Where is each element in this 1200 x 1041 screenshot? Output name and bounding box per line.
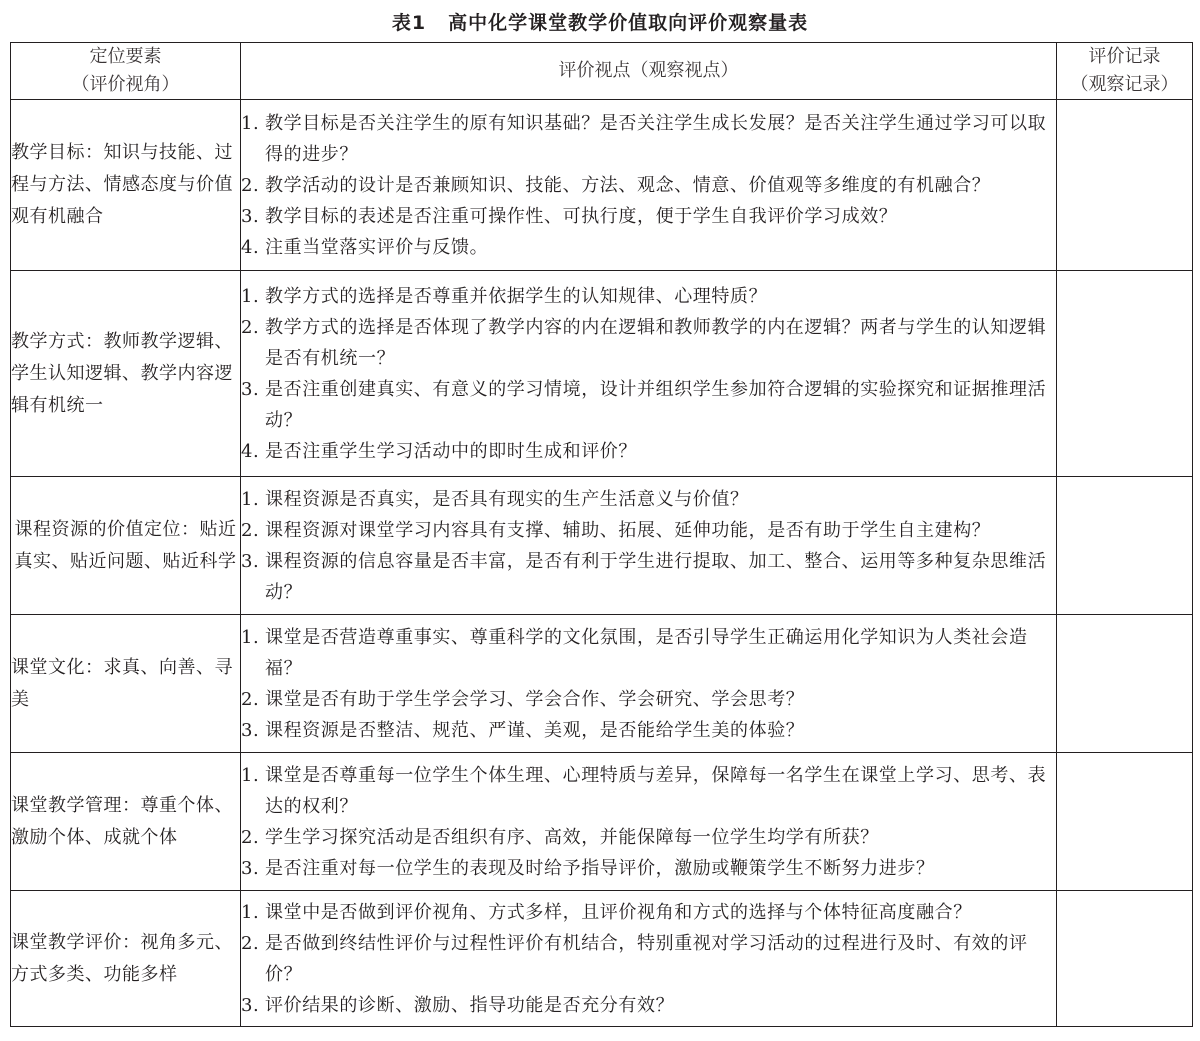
record-cell[interactable] [1057,615,1193,753]
list-item [241,374,1056,436]
item-number: 3. [241,994,260,1016]
item-text: 课程资源是否整洁、规范、严谨、美观，是否能给学生美的体验？ [265,719,805,741]
header-record-cell [1057,43,1193,100]
list-item [241,928,1056,990]
list-item [241,684,1056,715]
list-item [241,108,1056,170]
item-number: 1. [241,626,260,648]
element-cell: 课堂文化：求真、向善、寻美 [11,615,241,753]
item-number: 1. [241,764,260,786]
list-item [241,201,1056,232]
item-number: 2. [241,519,260,541]
item-text: 是否注重创建真实、有意义的学习情境，设计并组织学生参加符合逻辑的实验探究和证据推理活动？ [265,378,1047,431]
viewpoint-list [241,484,1056,608]
list-item [241,715,1056,746]
record-cell[interactable] [1057,477,1193,615]
item-text: 教学目标是否关注学生的原有知识基础？是否关注学生成长发展？是否关注学生通过学习可以取得的进步？ [265,112,1047,165]
item-text: 教学方式的选择是否体现了教学内容的内在逻辑和教师教学的内在逻辑？两者与学生的认知逻辑是否有机统一？ [265,316,1047,369]
table-row [11,477,1193,615]
list-item [241,515,1056,546]
list-item [241,622,1056,684]
item-text: 学生学习探究活动是否组织有序、高效，并能保障每一位学生均学有所获？ [265,826,879,848]
record-cell[interactable] [1057,891,1193,1027]
table-title [0,10,1200,36]
record-cell[interactable] [1057,271,1193,477]
item-text: 课程资源是否真实，是否具有现实的生产生活意义与价值？ [265,488,749,510]
table-row [11,753,1193,891]
item-number: 2. [241,932,260,954]
header-record-label: 评价记录 [1088,46,1161,67]
viewpoint-list [241,760,1056,884]
item-number: 2. [241,826,260,848]
record-cell[interactable] [1057,100,1193,271]
list-item [241,281,1056,312]
viewpoint-cell [241,477,1057,615]
list-item [241,546,1056,608]
element-cell: 课堂教学管理：尊重个体、激励个体、成就个体 [11,753,241,891]
list-item [241,170,1056,201]
item-text: 是否做到终结性评价与过程性评价有机结合，特别重视对学习活动的过程进行及时、有效的评价？ [265,932,1028,985]
item-number: 4. [241,440,260,462]
header-record-sublabel: （观察记录） [1070,74,1179,95]
element-cell: 课程资源的价值定位：贴近真实、贴近问题、贴近科学 [11,477,241,615]
item-text: 注重当堂落实评价与反馈。 [265,236,489,258]
header-element-cell [11,43,241,100]
record-cell[interactable] [1057,753,1193,891]
item-number: 4. [241,236,260,258]
table-row [11,271,1193,477]
item-text: 是否注重学生学习活动中的即时生成和评价？ [265,440,637,462]
item-number: 3. [241,857,260,879]
viewpoint-cell [241,271,1057,477]
table-header-row [11,43,1193,100]
item-text: 教学目标的表述是否注重可操作性、可执行度，便于学生自我评价学习成效？ [265,205,898,227]
item-number: 1. [241,488,260,510]
item-number: 2. [241,316,260,338]
item-text: 课堂是否尊重每一位学生个体生理、心理特质与差异，保障每一名学生在课堂上学习、思考、表达的权利？ [265,764,1047,817]
list-item [241,897,1056,928]
item-number: 3. [241,719,260,741]
viewpoint-cell [241,615,1057,753]
item-text: 课堂是否有助于学生学会学习、学会合作、学会研究、学会思考？ [265,688,805,710]
item-text: 课程资源的信息容量是否丰富，是否有利于学生进行提取、加工、整合、运用等多种复杂思维活动？ [265,550,1047,603]
item-number: 2. [241,174,260,196]
item-number: 3. [241,205,260,227]
table-number: 表1 [391,12,427,34]
list-item [241,436,1056,467]
evaluation-table [10,42,1193,1027]
item-text: 课堂中是否做到评价视角、方式多样，且评价视角和方式的选择与个体特征高度融合？ [265,901,972,923]
viewpoint-cell [241,891,1057,1027]
viewpoint-list [241,622,1056,746]
item-number: 1. [241,285,260,307]
list-item [241,232,1056,263]
item-text: 是否注重对每一位学生的表现及时给予指导评价，激励或鞭策学生不断努力进步？ [265,857,935,879]
table-row [11,891,1193,1027]
header-element-label: 定位要素 [89,46,162,67]
viewpoint-list [241,108,1056,263]
list-item [241,822,1056,853]
list-item [241,312,1056,374]
item-number: 1. [241,901,260,923]
table-row [11,615,1193,753]
viewpoint-cell [241,753,1057,891]
item-number: 2. [241,688,260,710]
item-number: 3. [241,378,260,400]
viewpoint-list [241,281,1056,467]
list-item [241,990,1056,1021]
table-title-text: 高中化学课堂教学价值取向评价观察量表 [448,12,809,34]
item-text: 课程资源对课堂学习内容具有支撑、辅助、拓展、延伸功能，是否有助于学生自主建构？ [265,519,991,541]
header-viewpoint-label: 评价视点（观察视点） [558,60,739,81]
list-item [241,760,1056,822]
element-cell: 课堂教学评价：视角多元、方式多类、功能多样 [11,891,241,1027]
item-text: 课堂是否营造尊重事实、尊重科学的文化氛围，是否引导学生正确运用化学知识为人类社会造福？ [265,626,1028,679]
item-text: 评价结果的诊断、激励、指导功能是否充分有效？ [265,994,675,1016]
viewpoint-list [241,897,1056,1021]
element-cell: 教学方式：教师教学逻辑、学生认知逻辑、教学内容逻辑有机统一 [11,271,241,477]
item-number: 3. [241,550,260,572]
list-item [241,853,1056,884]
header-element-sublabel: （评价视角） [71,74,180,95]
header-viewpoint-cell [241,43,1057,100]
list-item [241,484,1056,515]
table-row [11,100,1193,271]
element-cell: 教学目标：知识与技能、过程与方法、情感态度与价值观有机融合 [11,100,241,271]
viewpoint-cell [241,100,1057,271]
item-text: 教学方式的选择是否尊重并依据学生的认知规律、心理特质？ [265,285,768,307]
item-text: 教学活动的设计是否兼顾知识、技能、方法、观念、情意、价值观等多维度的有机融合？ [265,174,991,196]
item-number: 1. [241,112,260,134]
